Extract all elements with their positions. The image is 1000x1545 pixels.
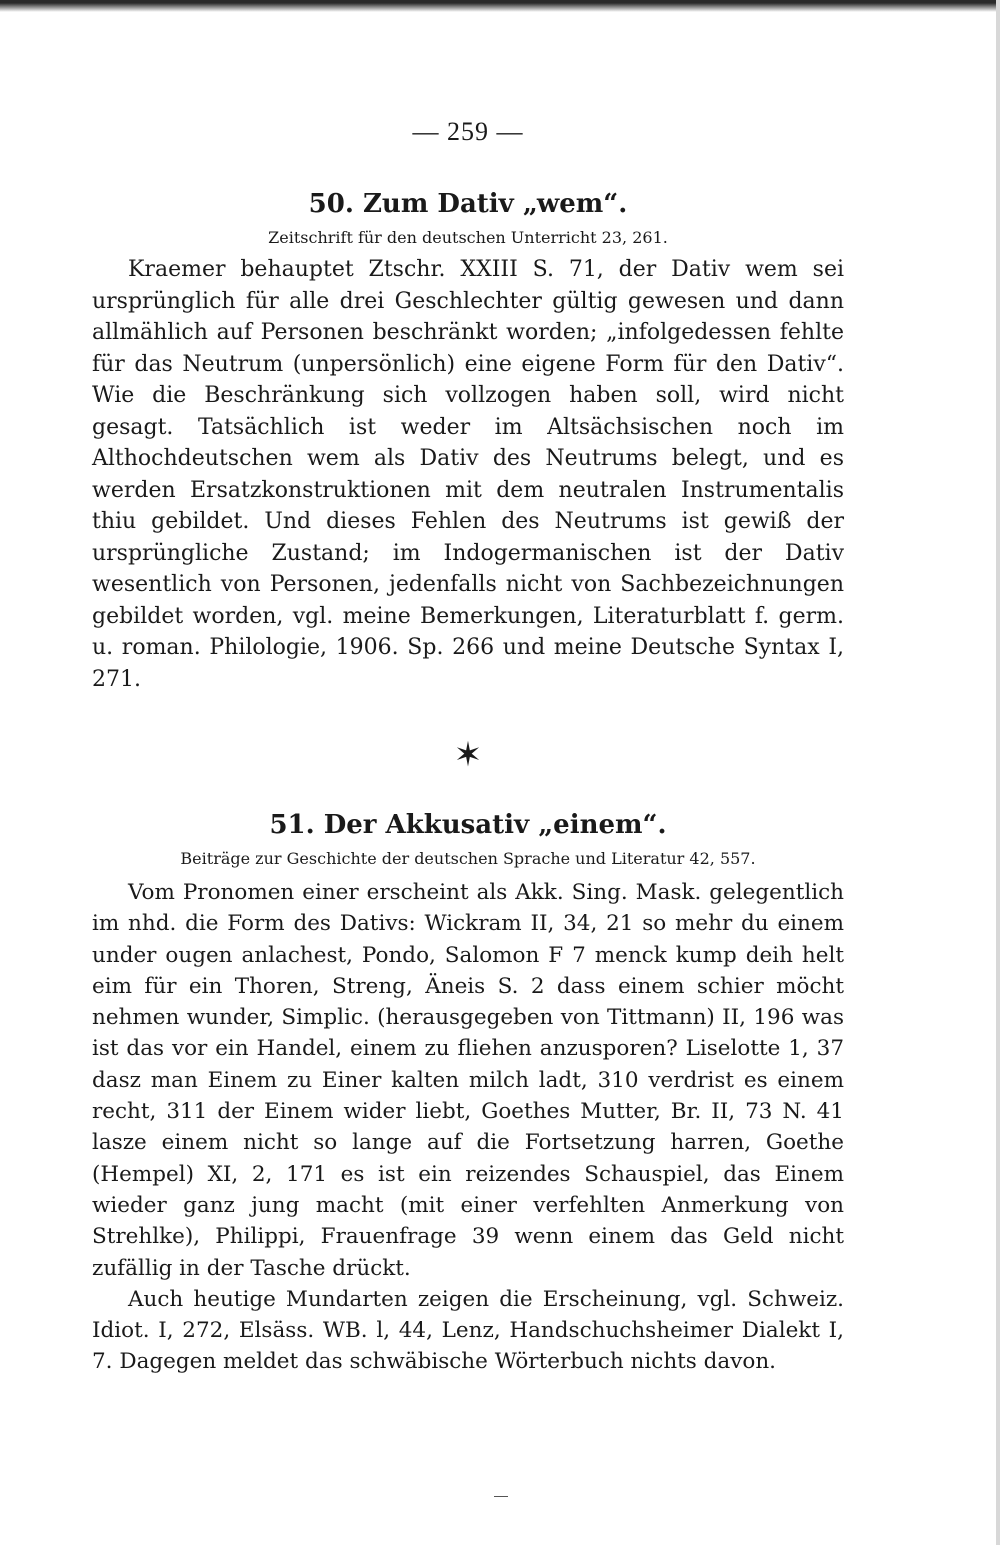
section-50-source: Zeitschrift für den deutschen Unterricht 23, 261. <box>268 228 668 247</box>
page-number: — 259 — <box>412 117 524 146</box>
book-page <box>92 112 844 1378</box>
section-51-heading: 51. Der Akkusativ „einem“. <box>269 810 667 840</box>
section-51-paragraph-1: Vom Pronomen einer erscheint als Akk. Sing. Mask. gelegentlich im nhd. die Form des Dativs: Wickram II, 34, 21 so mehr du einem under ougen anlachest, Pondo, Salomon F 7 menck kump deih helt eim für ein Thoren, Streng, Äneis S. 2 dass einem schier möcht nehmen wunder, Simplic. (herausgegeben von Tittmann) II, 196 was ist das vor ein Handel, einem zu fliehen anzusporen? Liselotte 1, 37 dasz man Einem zu Einer kalten milch ladt, 310 verdrist es einem recht, 311 der Einem wider liebt, Goethes Mutter, Br. II, 73 N. 41 lasze einem nicht so lange auf die Fortsetzung harren, Goethe (Hempel) XI, 2, 171 es ist ein reizendes Schauspiel, das Einem wieder ganz jung macht (mit einer verfehlten Anmerkung von Strehlke), Philippi, Frauenfrage 39 wenn einem das Geld nicht zufällig in der Tasche drückt. <box>92 880 844 1281</box>
bottom-print-mark <box>494 1496 508 1503</box>
section-51-paragraph-2: Auch heutige Mundarten zeigen die Erscheinung, vgl. Schweiz. Idiot. I, 272, Elsäss. WB. l, 44, Lenz, Handschuchsheimer Dialekt I, 7. Dagegen meldet das schwäbische Wörterbuch nichts davon. <box>92 1286 844 1375</box>
section-50-heading: 50. Zum Dativ „wem“. <box>308 189 628 219</box>
scan-border-top <box>0 0 1000 12</box>
scan-border-right <box>996 0 1000 1545</box>
section-50-paragraph: Kraemer behauptet Ztschr. XXIII S. 71, der Dativ wem sei ursprünglich für alle drei Geschlechter gültig gewesen und dann allmählich auf Personen beschränkt worden; „infolgedessen fehlte für das Neutrum (unpersönlich) eine eigene Form für den Dativ“. Wie die Beschränkung sich vollzogen haben soll, wird nicht gesagt. Tatsächlich ist weder im Altsächsischen noch im Althochdeutschen wem als Dativ des Neutrums belegt, und es werden Ersatzkonstruktionen mit dem neutralen Instrumentalis thiu gebildet. Und dieses Fehlen des Neutrums ist gewiß der ursprüngliche Zustand; im Indogermanischen ist der Dativ wesentlich von Personen, jedenfalls nicht von Sachbezeichnungen gebildet worden, vgl. meine Bemerkungen, Literaturblatt f. germ. u. roman. Philologie, 1906. Sp. 266 und meine Deutsche Syntax I, 271. <box>92 257 844 692</box>
asterism-separator: ✶ <box>453 735 483 775</box>
section-51-source: Beiträge zur Geschichte der deutschen Sprache und Literatur 42, 557. <box>180 849 756 868</box>
